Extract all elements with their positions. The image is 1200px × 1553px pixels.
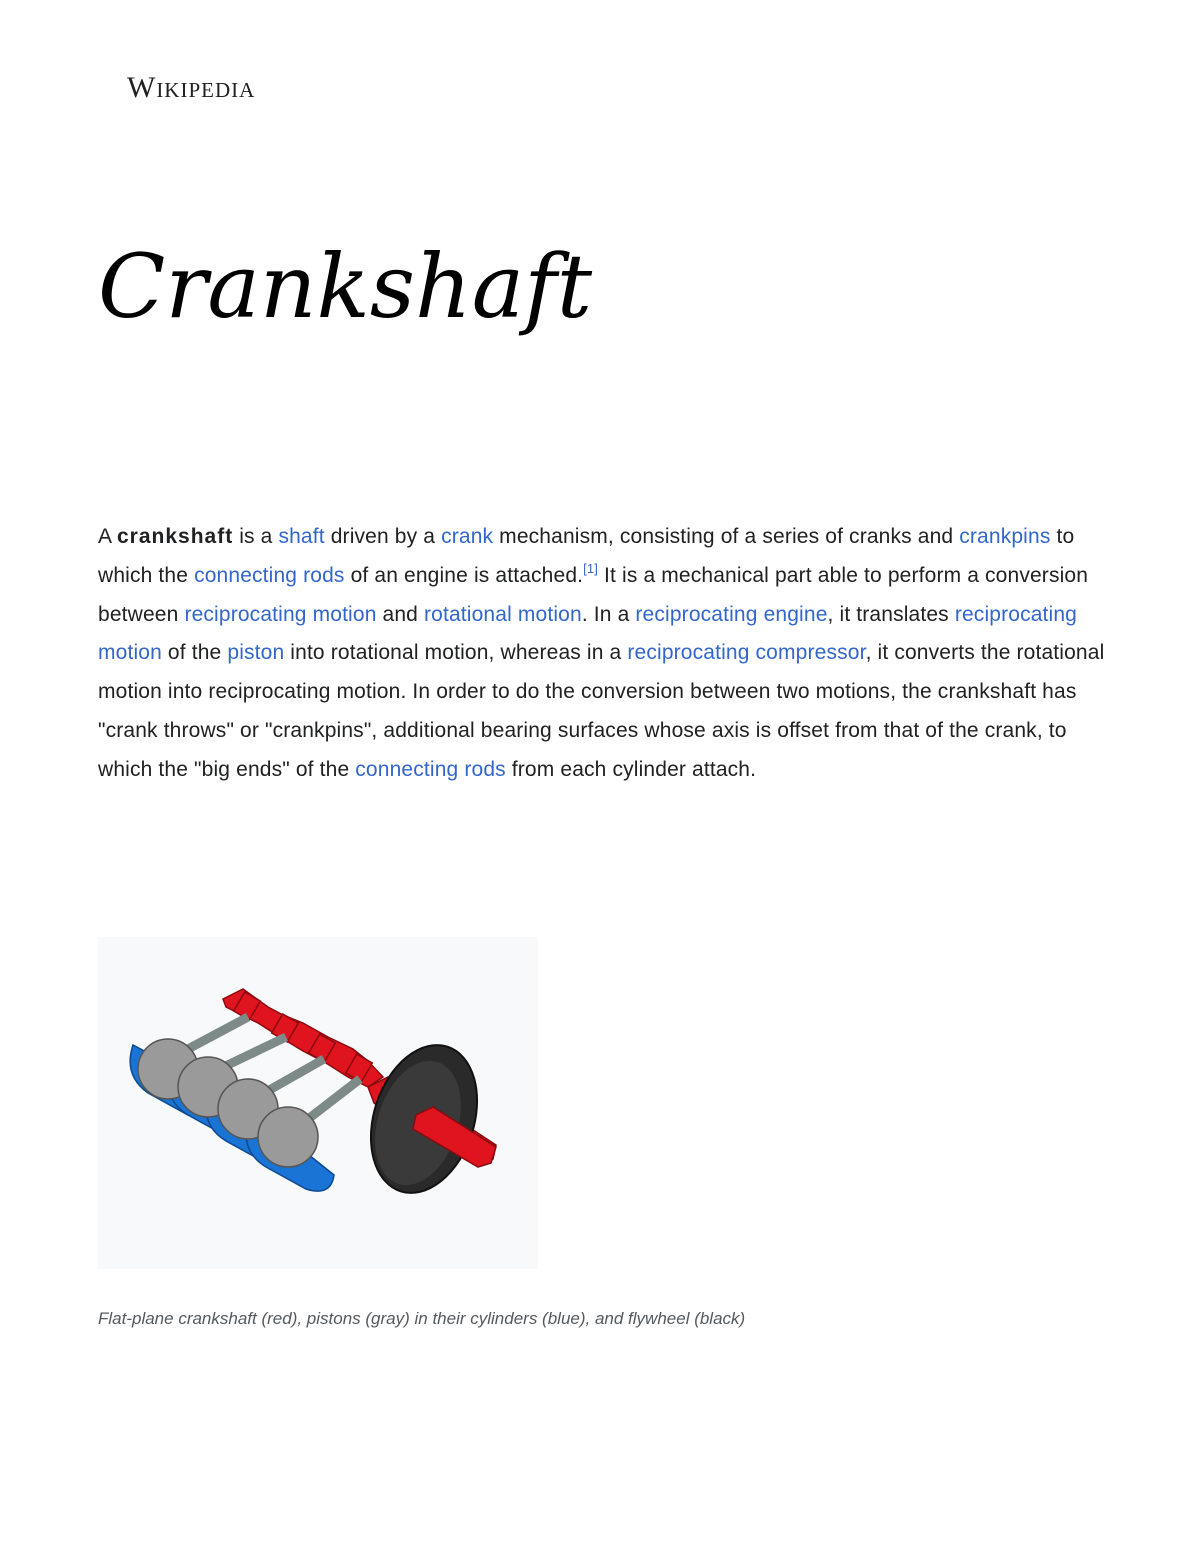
text: of an engine is attached. bbox=[344, 563, 584, 587]
text: It is a mechanical part able to perform a conversion between bbox=[98, 563, 1089, 626]
text: mechanism, consisting of a series of cranks and bbox=[493, 525, 960, 548]
text: and bbox=[376, 602, 424, 626]
link-connecting-rods-2[interactable]: connecting rods bbox=[355, 757, 506, 781]
text: , it translates bbox=[827, 602, 955, 626]
link-piston[interactable]: piston bbox=[227, 641, 285, 665]
text: from each cylinder attach. bbox=[505, 757, 757, 781]
figure-caption: Flat-plane crankshaft (red), pistons (gray) in their cylinders (blue), and flywheel (black) bbox=[98, 1309, 746, 1328]
link-rotational-motion[interactable]: rotational motion bbox=[424, 602, 582, 626]
text: into rotational motion, whereas in a bbox=[284, 641, 628, 665]
wikipedia-wordmark[interactable]: Wikipedia bbox=[127, 71, 256, 104]
link-crankpins[interactable]: crankpins bbox=[959, 525, 1051, 548]
link-reciprocating-motion-2[interactable]: reciprocating motion bbox=[98, 602, 1078, 665]
bold-term: crankshaft bbox=[116, 525, 234, 548]
text: driven by a bbox=[324, 525, 442, 548]
crankshaft-illustration bbox=[98, 937, 538, 1269]
reference-1[interactable]: [1] bbox=[583, 560, 599, 576]
text: is a bbox=[233, 525, 279, 548]
text: A bbox=[98, 525, 117, 548]
page-title: Crankshaft bbox=[98, 235, 593, 338]
link-reciprocating-compressor[interactable]: reciprocating compressor bbox=[627, 641, 866, 665]
text: . In a bbox=[581, 602, 636, 626]
text: , it converts the rotational motion into reciprocating motion. In order to do the conversion between two motions, the crankshaft has "crank throws" or "crankpins", additional bearing surfaces whose axis is offset from that of the crank, to which the "big ends" of the bbox=[98, 641, 1105, 781]
text: to which the bbox=[98, 525, 1075, 587]
lead-paragraph bbox=[98, 518, 1108, 790]
link-connecting-rods[interactable]: connecting rods bbox=[194, 563, 345, 587]
link-crank[interactable]: crank bbox=[441, 525, 494, 548]
text: of the bbox=[161, 641, 228, 665]
crankshaft-animation-image[interactable] bbox=[98, 937, 538, 1269]
link-shaft[interactable]: shaft bbox=[278, 525, 325, 548]
link-reciprocating-engine[interactable]: reciprocating engine bbox=[635, 602, 828, 626]
link-reciprocating-motion[interactable]: reciprocating motion bbox=[184, 602, 377, 626]
